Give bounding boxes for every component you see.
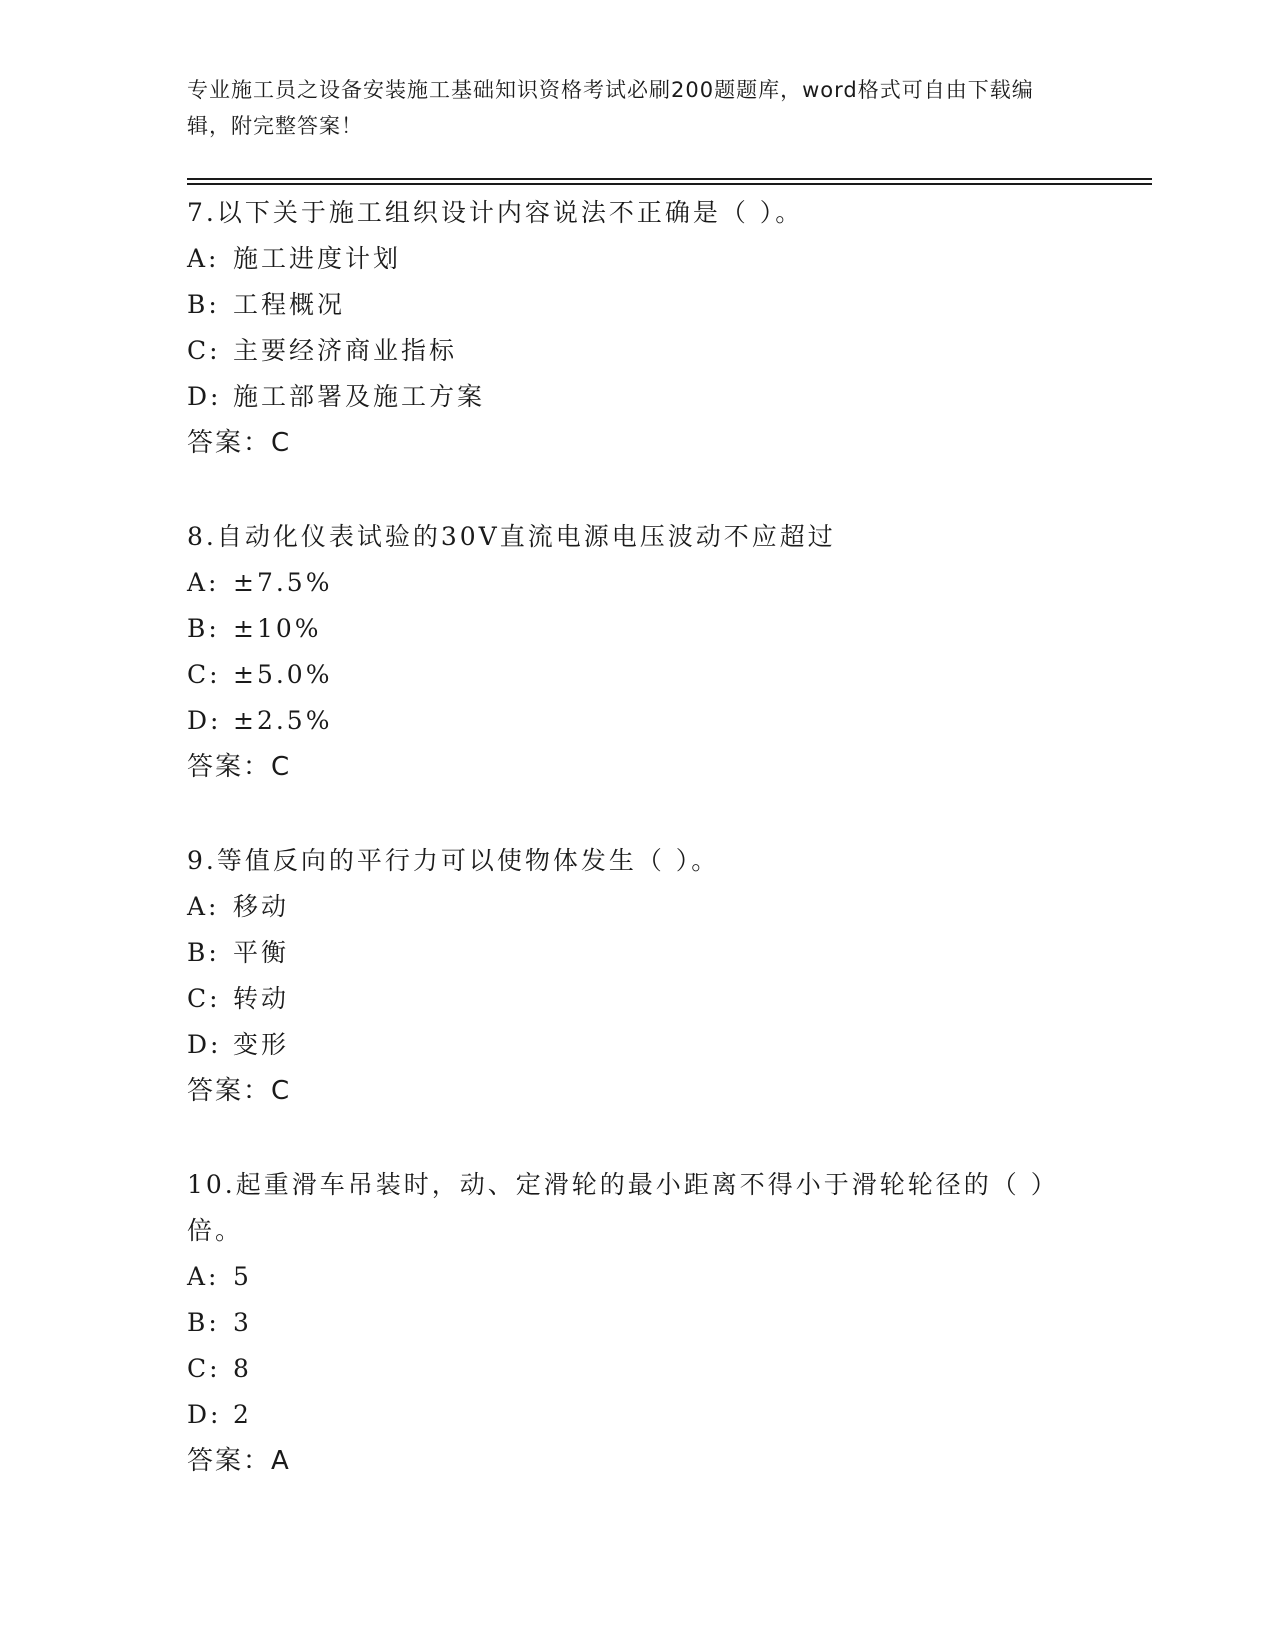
option-text: ±10% [233,614,322,643]
option-b [187,282,1087,328]
option-key: C: [187,336,221,365]
option-key: B: [187,290,220,319]
header-divider-top [187,178,1152,180]
question-stem: 9.等值反向的平行力可以使物体发生（ ）。 [187,846,720,875]
answer-line [187,1068,1087,1114]
answer-line [187,744,1087,790]
answer-value: C [271,752,291,782]
answer-label: 答案： [187,1446,272,1476]
question-item [187,1162,1087,1484]
option-text: 主要经济商业指标 [233,336,458,365]
option-d [187,1392,1087,1438]
option-key: C: [187,660,221,689]
option-d [187,374,1087,420]
option-text: 施工进度计划 [233,244,402,273]
option-text: 工程概况 [233,290,346,319]
answer-value: C [271,428,291,458]
option-c [187,1346,1087,1392]
option-text: 变形 [233,1030,290,1059]
option-text: 移动 [233,892,290,921]
option-b [187,1300,1087,1346]
option-c [187,976,1087,1022]
question-stem: 7.以下关于施工组织设计内容说法不正确是（ ）。 [187,198,804,227]
answer-label: 答案： [187,428,272,458]
option-d [187,698,1087,744]
question-item [187,514,1087,790]
option-key: A: [187,1262,220,1291]
option-a [187,884,1087,930]
option-text: 平衡 [233,938,290,967]
answer-label: 答案： [187,1076,272,1106]
option-a [187,560,1087,606]
option-a [187,236,1087,282]
option-key: C: [187,984,221,1013]
option-b [187,606,1087,652]
option-text: 2 [233,1400,252,1429]
option-text: 3 [233,1308,252,1337]
option-text: ±5.0% [233,660,333,689]
option-b [187,930,1087,976]
option-key: D: [187,1030,222,1059]
option-key: D: [187,706,222,735]
option-key: B: [187,614,220,643]
option-key: D: [187,382,222,411]
option-key: A: [187,568,220,597]
option-text: 8 [233,1354,252,1383]
option-key: C: [187,1354,221,1383]
answer-line [187,420,1087,466]
question-item [187,838,1087,1114]
question-item [187,190,1087,466]
option-text: 施工部署及施工方案 [233,382,486,411]
header-divider-bottom [187,183,1152,185]
document-intro: 专业施工员之设备安装施工基础知识资格考试必刷200题题库，word格式可自由下载编辑，附完整答案！ [187,78,1034,138]
question-stem: 8.自动化仪表试验的30V直流电源电压波动不应超过 [187,522,836,551]
option-key: A: [187,244,220,273]
answer-label: 答案： [187,752,272,782]
option-key: B: [187,1308,220,1337]
question-stem: 10.起重滑车吊装时，动、定滑轮的最小距离不得小于滑轮轮径的（ ）倍。 [187,1170,1059,1245]
option-d [187,1022,1087,1068]
option-c [187,328,1087,374]
option-c [187,652,1087,698]
option-text: ±7.5% [233,568,333,597]
option-text: ±2.5% [233,706,333,735]
answer-value: C [271,1076,291,1106]
option-a [187,1254,1087,1300]
answer-line [187,1438,1087,1484]
option-key: D: [187,1400,222,1429]
option-key: B: [187,938,220,967]
option-text: 转动 [233,984,290,1013]
option-text: 5 [233,1262,252,1291]
answer-value: A [271,1446,290,1476]
question-list [187,190,1087,1532]
option-key: A: [187,892,220,921]
